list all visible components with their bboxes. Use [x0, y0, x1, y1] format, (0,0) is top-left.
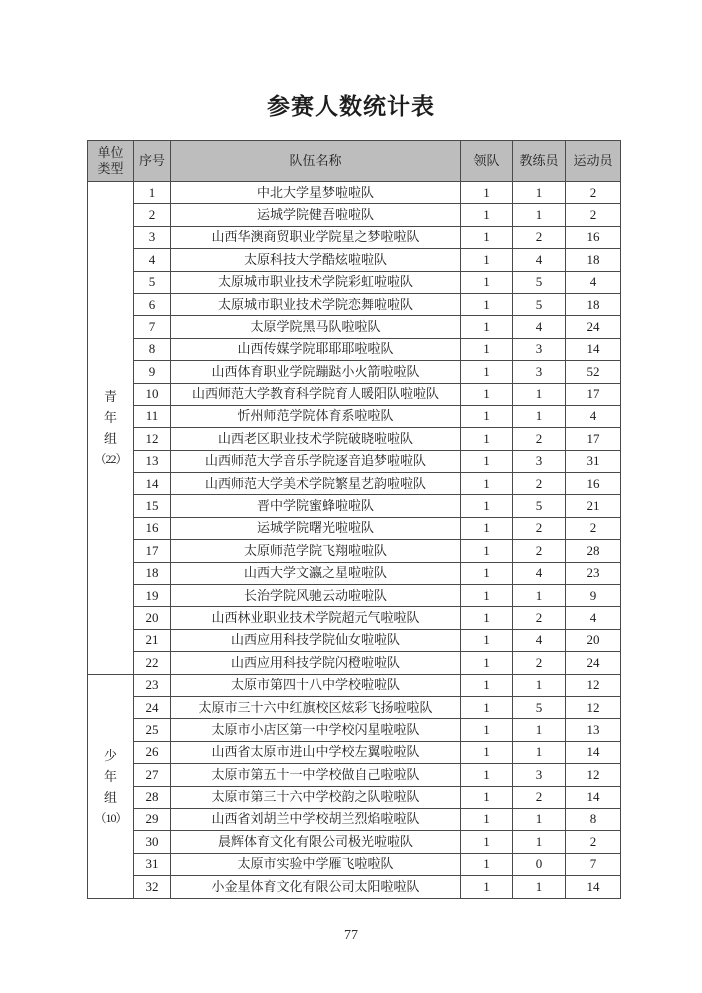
cell-team-name: 山西应用科技学院仙女啦啦队	[171, 629, 461, 651]
cell-team-name: 山西师范大学美术学院繁星艺韵啦啦队	[171, 473, 461, 495]
col-header-serial: 序号	[134, 141, 171, 182]
table-row	[88, 405, 621, 427]
cell-athletes: 4	[566, 405, 621, 427]
cell-team-name: 太原城市职业技术学院恋舞啦啦队	[171, 293, 461, 315]
cell-leader: 1	[461, 562, 513, 584]
cell-athletes: 17	[566, 383, 621, 405]
cell-coach: 2	[513, 652, 566, 674]
cell-leader: 1	[461, 540, 513, 562]
cell-athletes: 14	[566, 786, 621, 808]
table-row	[88, 808, 621, 830]
cell-coach: 3	[513, 361, 566, 383]
cell-athletes: 14	[566, 338, 621, 360]
cell-athletes: 16	[566, 226, 621, 248]
cell-serial: 4	[134, 249, 171, 271]
cell-athletes: 24	[566, 652, 621, 674]
group-label-line: （22）	[94, 452, 127, 467]
cell-athletes: 4	[566, 271, 621, 293]
group-label-line: 少	[103, 747, 117, 763]
cell-athletes: 9	[566, 585, 621, 607]
cell-athletes: 14	[566, 741, 621, 763]
table-row	[88, 719, 621, 741]
cell-coach: 3	[513, 338, 566, 360]
col-header-coach: 教练员	[513, 141, 566, 182]
cell-serial: 27	[134, 764, 171, 786]
table-row	[88, 316, 621, 338]
cell-leader: 1	[461, 338, 513, 360]
cell-team-name: 山西传媒学院耶耶耶啦啦队	[171, 338, 461, 360]
col-header-unit-type-line1: 单位	[97, 144, 124, 160]
cell-serial: 6	[134, 293, 171, 315]
cell-serial: 31	[134, 853, 171, 875]
group-label-line: 青	[103, 389, 117, 405]
table-row	[88, 473, 621, 495]
cell-coach: 2	[513, 607, 566, 629]
table-row	[88, 540, 621, 562]
cell-team-name: 太原市三十六中红旗校区炫彩飞扬啦啦队	[171, 696, 461, 718]
cell-athletes: 7	[566, 853, 621, 875]
cell-serial: 3	[134, 226, 171, 248]
cell-leader: 1	[461, 495, 513, 517]
cell-leader: 1	[461, 853, 513, 875]
group-label-line: 组	[103, 789, 117, 805]
cell-leader: 1	[461, 405, 513, 427]
cell-leader: 1	[461, 473, 513, 495]
group-label-line: 组	[103, 431, 117, 447]
cell-leader: 1	[461, 316, 513, 338]
participants-table	[87, 140, 621, 899]
table-row	[88, 652, 621, 674]
cell-coach: 5	[513, 696, 566, 718]
cell-athletes: 23	[566, 562, 621, 584]
cell-coach: 1	[513, 719, 566, 741]
cell-serial: 26	[134, 741, 171, 763]
cell-serial: 9	[134, 361, 171, 383]
table-row	[88, 495, 621, 517]
cell-leader: 1	[461, 204, 513, 226]
table-row	[88, 831, 621, 853]
group-label-line: （10）	[94, 810, 127, 825]
cell-serial: 18	[134, 562, 171, 584]
cell-team-name: 太原科技大学酷炫啦啦队	[171, 249, 461, 271]
group-cell-youth	[88, 182, 134, 675]
cell-leader: 1	[461, 226, 513, 248]
cell-team-name: 太原市第四十八中学校啦啦队	[171, 674, 461, 696]
cell-serial: 24	[134, 696, 171, 718]
col-header-unit-type	[88, 141, 134, 182]
cell-team-name: 山西体育职业学院蹦跶小火箭啦啦队	[171, 361, 461, 383]
table-row	[88, 786, 621, 808]
cell-team-name: 小金星体育文化有限公司太阳啦啦队	[171, 876, 461, 898]
cell-leader: 1	[461, 719, 513, 741]
cell-serial: 15	[134, 495, 171, 517]
table-row	[88, 696, 621, 718]
cell-team-name: 山西省太原市进山中学校左翼啦啦队	[171, 741, 461, 763]
cell-coach: 1	[513, 876, 566, 898]
cell-serial: 25	[134, 719, 171, 741]
cell-serial: 32	[134, 876, 171, 898]
cell-leader: 1	[461, 428, 513, 450]
table-row	[88, 293, 621, 315]
cell-team-name: 太原师范学院飞翔啦啦队	[171, 540, 461, 562]
cell-leader: 1	[461, 808, 513, 830]
cell-coach: 1	[513, 808, 566, 830]
cell-serial: 16	[134, 517, 171, 539]
table-row	[88, 562, 621, 584]
table-row	[88, 517, 621, 539]
cell-athletes: 2	[566, 182, 621, 204]
group-label-line: 年	[103, 410, 117, 426]
cell-athletes: 31	[566, 450, 621, 472]
table-row	[88, 629, 621, 651]
cell-athletes: 2	[566, 204, 621, 226]
cell-athletes: 20	[566, 629, 621, 651]
cell-coach: 2	[513, 517, 566, 539]
cell-team-name: 山西师范大学音乐学院逐音追梦啦啦队	[171, 450, 461, 472]
cell-team-name: 中北大学星梦啦啦队	[171, 182, 461, 204]
cell-team-name: 晨辉体育文化有限公司极光啦啦队	[171, 831, 461, 853]
cell-coach: 2	[513, 226, 566, 248]
cell-athletes: 17	[566, 428, 621, 450]
table-row	[88, 607, 621, 629]
cell-coach: 0	[513, 853, 566, 875]
cell-team-name: 忻州师范学院体育系啦啦队	[171, 405, 461, 427]
cell-team-name: 山西大学文瀛之星啦啦队	[171, 562, 461, 584]
cell-leader: 1	[461, 674, 513, 696]
cell-leader: 1	[461, 182, 513, 204]
cell-coach: 5	[513, 271, 566, 293]
col-header-team-name: 队伍名称	[171, 141, 461, 182]
cell-coach: 1	[513, 383, 566, 405]
table-header	[88, 141, 621, 182]
table-row	[88, 876, 621, 898]
cell-team-name: 山西林业职业技术学院超元气啦啦队	[171, 607, 461, 629]
page-number: 77	[344, 928, 358, 943]
cell-team-name: 山西应用科技学院闪橙啦啦队	[171, 652, 461, 674]
table-row	[88, 764, 621, 786]
cell-leader: 1	[461, 517, 513, 539]
cell-athletes: 12	[566, 696, 621, 718]
cell-leader: 1	[461, 831, 513, 853]
cell-team-name: 运城学院健吾啦啦队	[171, 204, 461, 226]
cell-leader: 1	[461, 383, 513, 405]
table-row	[88, 249, 621, 271]
cell-coach: 5	[513, 293, 566, 315]
cell-coach: 3	[513, 764, 566, 786]
table-row	[88, 741, 621, 763]
cell-athletes: 21	[566, 495, 621, 517]
cell-serial: 5	[134, 271, 171, 293]
cell-athletes: 16	[566, 473, 621, 495]
cell-athletes: 52	[566, 361, 621, 383]
cell-coach: 3	[513, 450, 566, 472]
cell-team-name: 山西省刘胡兰中学校胡兰烈焰啦啦队	[171, 808, 461, 830]
cell-coach: 4	[513, 629, 566, 651]
group-label-line: 年	[103, 768, 117, 784]
cell-serial: 11	[134, 405, 171, 427]
cell-leader: 1	[461, 629, 513, 651]
cell-leader: 1	[461, 696, 513, 718]
cell-coach: 1	[513, 674, 566, 696]
cell-leader: 1	[461, 764, 513, 786]
cell-team-name: 山西华澳商贸职业学院星之梦啦啦队	[171, 226, 461, 248]
cell-team-name: 太原市实验中学雁飞啦啦队	[171, 853, 461, 875]
cell-athletes: 28	[566, 540, 621, 562]
cell-leader: 1	[461, 271, 513, 293]
col-header-unit-type-line2: 类型	[97, 161, 124, 176]
cell-athletes: 12	[566, 764, 621, 786]
cell-athletes: 4	[566, 607, 621, 629]
cell-leader: 1	[461, 607, 513, 629]
cell-athletes: 2	[566, 831, 621, 853]
cell-coach: 4	[513, 249, 566, 271]
cell-serial: 7	[134, 316, 171, 338]
cell-athletes: 18	[566, 249, 621, 271]
cell-serial: 1	[134, 182, 171, 204]
table-row	[88, 182, 621, 204]
cell-serial: 2	[134, 204, 171, 226]
cell-athletes: 12	[566, 674, 621, 696]
cell-team-name: 太原学院黑马队啦啦队	[171, 316, 461, 338]
table-row	[88, 383, 621, 405]
cell-coach: 1	[513, 741, 566, 763]
cell-serial: 28	[134, 786, 171, 808]
table-row	[88, 226, 621, 248]
cell-team-name: 太原市第五十一中学校做自己啦啦队	[171, 764, 461, 786]
cell-leader: 1	[461, 741, 513, 763]
cell-coach: 1	[513, 831, 566, 853]
cell-coach: 1	[513, 204, 566, 226]
cell-leader: 1	[461, 585, 513, 607]
page-title: 参赛人数统计表	[267, 94, 435, 119]
cell-team-name: 山西老区职业技术学院破晓啦啦队	[171, 428, 461, 450]
cell-coach: 2	[513, 428, 566, 450]
cell-serial: 22	[134, 652, 171, 674]
cell-leader: 1	[461, 652, 513, 674]
cell-serial: 23	[134, 674, 171, 696]
table-row	[88, 428, 621, 450]
cell-team-name: 运城学院曙光啦啦队	[171, 517, 461, 539]
cell-leader: 1	[461, 361, 513, 383]
cell-serial: 29	[134, 808, 171, 830]
cell-coach: 2	[513, 786, 566, 808]
table-header-row	[88, 141, 621, 182]
cell-coach: 4	[513, 316, 566, 338]
cell-serial: 19	[134, 585, 171, 607]
cell-serial: 10	[134, 383, 171, 405]
table-row	[88, 338, 621, 360]
cell-coach: 5	[513, 495, 566, 517]
table-row	[88, 271, 621, 293]
cell-athletes: 24	[566, 316, 621, 338]
cell-coach: 4	[513, 562, 566, 584]
cell-leader: 1	[461, 249, 513, 271]
cell-leader: 1	[461, 786, 513, 808]
cell-team-name: 太原市第三十六中学校韵之队啦啦队	[171, 786, 461, 808]
cell-serial: 21	[134, 629, 171, 651]
cell-team-name: 太原市小店区第一中学校闪星啦啦队	[171, 719, 461, 741]
cell-serial: 12	[134, 428, 171, 450]
table-row	[88, 450, 621, 472]
cell-athletes: 18	[566, 293, 621, 315]
table-body	[88, 182, 621, 899]
cell-leader: 1	[461, 293, 513, 315]
table-row	[88, 674, 621, 696]
cell-coach: 2	[513, 540, 566, 562]
cell-serial: 20	[134, 607, 171, 629]
cell-serial: 30	[134, 831, 171, 853]
cell-team-name: 太原城市职业技术学院彩虹啦啦队	[171, 271, 461, 293]
col-header-athletes: 运动员	[566, 141, 621, 182]
col-header-leader: 领队	[461, 141, 513, 182]
cell-serial: 13	[134, 450, 171, 472]
cell-team-name: 晋中学院蜜蜂啦啦队	[171, 495, 461, 517]
table-row	[88, 853, 621, 875]
cell-leader: 1	[461, 450, 513, 472]
cell-athletes: 14	[566, 876, 621, 898]
cell-athletes: 13	[566, 719, 621, 741]
cell-serial: 14	[134, 473, 171, 495]
group-cell-junior	[88, 674, 134, 898]
cell-team-name: 山西师范大学教育科学院育人暖阳队啦啦队	[171, 383, 461, 405]
cell-leader: 1	[461, 876, 513, 898]
cell-athletes: 8	[566, 808, 621, 830]
table-row	[88, 585, 621, 607]
table-row	[88, 204, 621, 226]
cell-coach: 1	[513, 182, 566, 204]
cell-athletes: 2	[566, 517, 621, 539]
cell-coach: 2	[513, 473, 566, 495]
cell-team-name: 长治学院风驰云动啦啦队	[171, 585, 461, 607]
cell-serial: 8	[134, 338, 171, 360]
cell-coach: 1	[513, 405, 566, 427]
cell-coach: 1	[513, 585, 566, 607]
table-row	[88, 361, 621, 383]
cell-serial: 17	[134, 540, 171, 562]
